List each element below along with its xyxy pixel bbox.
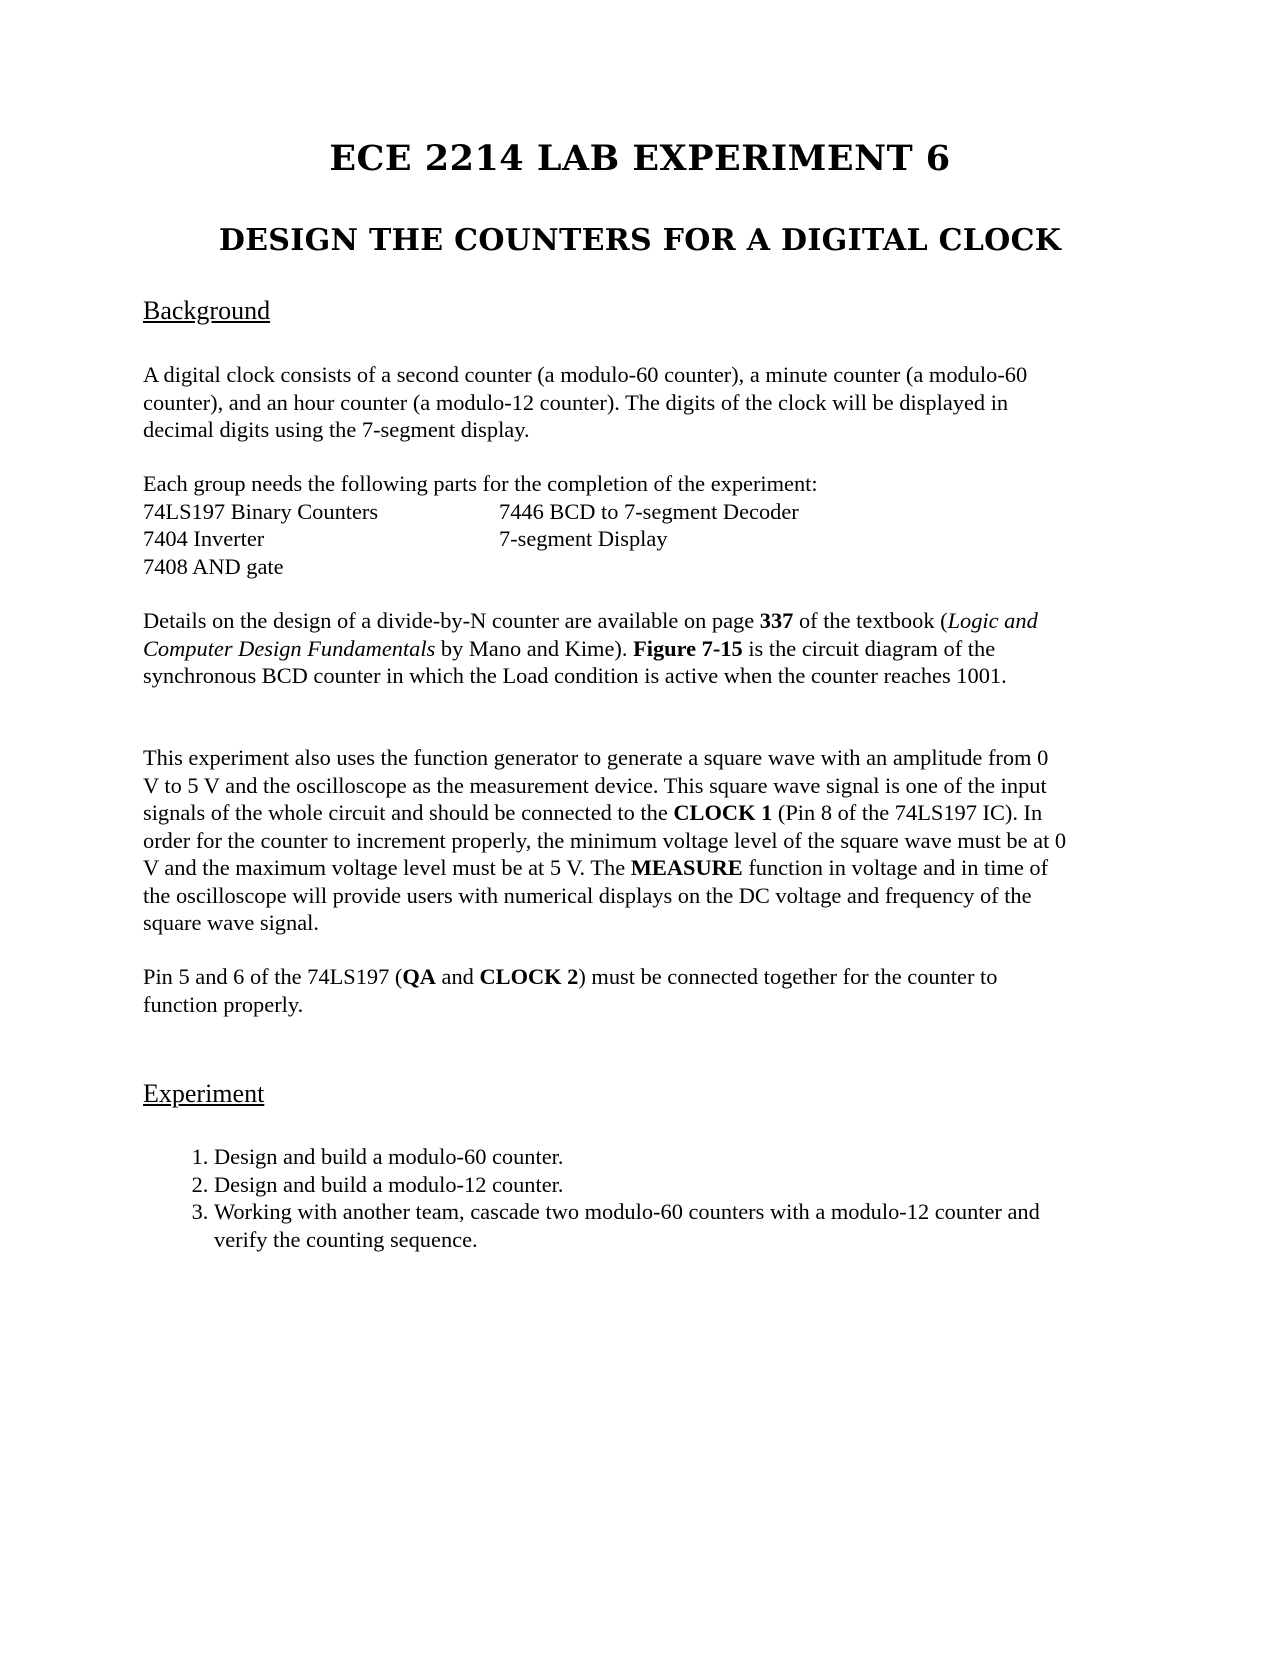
- text: (Pin 8 of the 74LS197 IC). In order for the counter to increment properly, the minimum voltage level of the square wave must be at 0 V and the maximum voltage level must be at 5 V. The: [143, 800, 1067, 880]
- text: and: [435, 964, 480, 989]
- part-item: 7404 Inverter: [143, 526, 265, 551]
- part-item: 74LS197 Binary Counters: [143, 498, 379, 524]
- experiment-steps: [143, 1143, 1069, 1253]
- textbook-title: Logic and Computer Design Fundamentals: [143, 608, 1038, 661]
- text: ) must be connected together for the counter to function properly.: [143, 964, 998, 1017]
- text: Pin 5 and 6 of the 74LS197 (: [143, 964, 403, 989]
- text: by Mano and Kime).: [435, 635, 634, 661]
- background-paragraph-3: [143, 607, 1069, 690]
- text: is the circuit diagram of the synchronous BCD counter in which the Load condition is active when the counter reaches 1001.: [143, 635, 1007, 688]
- background-paragraph-1: A digital clock consists of a second counter (a modulo-60 counter), a minute counter (a modulo-60 counter), and an hour counter (a modulo-12 counter). The digits of the clock will be displayed in decimal digits using the 7-segment display.: [143, 362, 1028, 442]
- document-subtitle: DESIGN THE COUNTERS FOR A DIGITAL CLOCK: [218, 223, 1062, 258]
- measure-label: MEASURE: [630, 855, 743, 880]
- text: This experiment also uses the function generator to generate a square wave with an amplitude from 0 V to 5 V and the oscilloscope as the measurement device. This square wave signal is one of the input signals of the whole circuit and should be connected to the: [143, 745, 1049, 825]
- document-title: ECE 2214 LAB EXPERIMENT 6: [329, 138, 951, 179]
- experiment-step: 3. Working with another team, cascade two modulo-60 counters with a modulo-12 counter and verify the counting sequence.: [214, 1198, 1069, 1253]
- clock2-label: CLOCK 2: [479, 964, 579, 989]
- qa-label: QA: [402, 964, 436, 989]
- part-item: 7408 AND gate: [143, 553, 284, 579]
- figure-ref: Figure 7-15: [633, 635, 743, 661]
- clock1-label: CLOCK 1: [673, 800, 773, 825]
- experiment-step: 1. Design and build a modulo-60 counter.: [214, 1143, 1069, 1171]
- page-number: 337: [759, 608, 794, 633]
- background-paragraph-5: [143, 963, 1069, 1018]
- text: Details on the design of a divide-by-N counter are available on page: [143, 608, 760, 633]
- text: of the textbook (: [793, 608, 948, 633]
- experiment-heading: Experiment: [143, 1079, 265, 1108]
- parts-list: [143, 470, 1069, 580]
- background-paragraph-4: [143, 744, 1069, 937]
- part-item: 7446 BCD to 7-segment Decoder: [499, 498, 799, 524]
- experiment-step: 2. Design and build a modulo-12 counter.: [214, 1171, 1069, 1199]
- parts-intro: Each group needs the following parts for the completion of the experiment:: [143, 471, 818, 496]
- part-item: 7-segment Display: [499, 526, 668, 551]
- background-heading: Background: [143, 296, 271, 325]
- text: function in voltage and in time of the oscilloscope will provide users with numerical displays on the DC voltage and frequency of the square wave signal.: [143, 855, 1049, 935]
